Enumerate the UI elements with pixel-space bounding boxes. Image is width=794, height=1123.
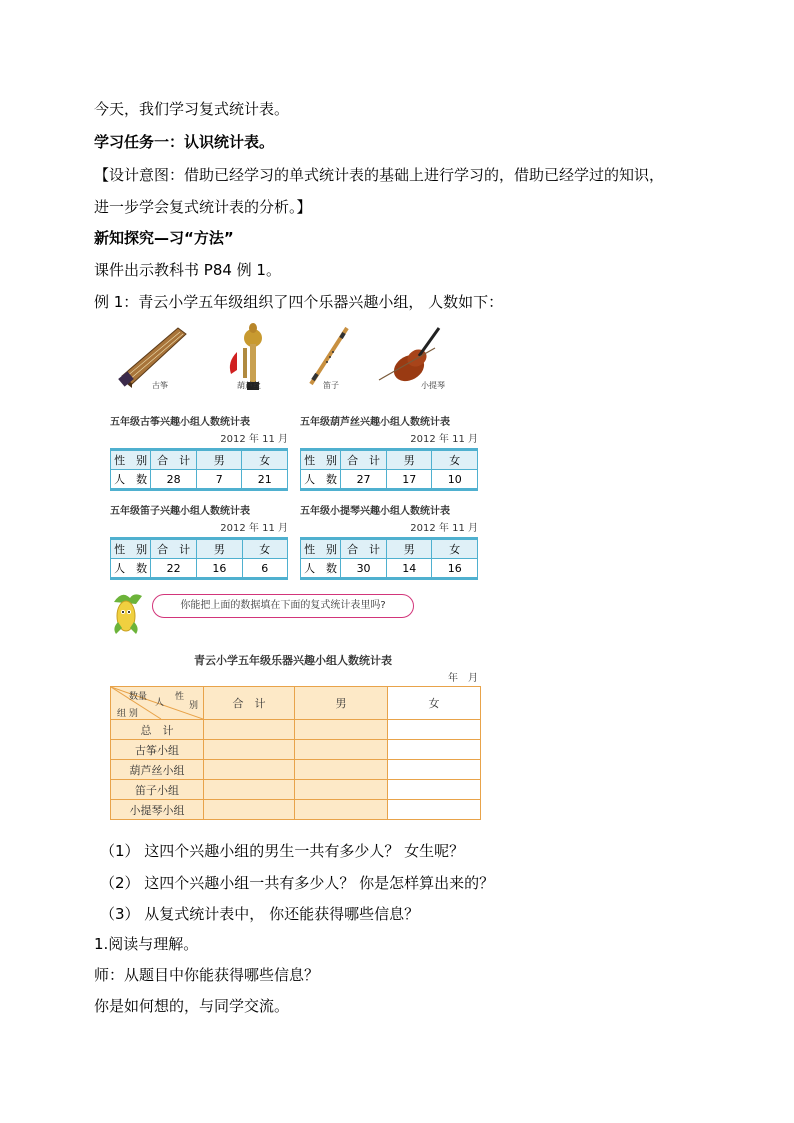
table-date: 2012 年 11 月 <box>220 523 288 534</box>
data-cell: 16 <box>432 559 478 578</box>
empty-cell <box>204 740 295 760</box>
header-cell: 性 别 <box>301 540 341 559</box>
data-cell: 10 <box>432 470 478 489</box>
violin-figure <box>375 322 455 394</box>
diagonal-header-cell <box>111 687 204 720</box>
diag-quantity: 数量 <box>129 692 148 702</box>
guzheng-table <box>110 413 288 491</box>
empty-cell <box>295 720 388 740</box>
design-intent-line-1: 【设计意图：借助已经学习的单式统计表的基础上进行学习的，借助已经学过的知识， <box>94 166 665 184</box>
column-header: 合 计 <box>204 687 295 720</box>
question-1: （1） 这四个兴趣小组的男生一共有多少人？ 女生呢？ <box>100 842 465 860</box>
table-title: 五年级葫芦丝兴趣小组人数统计表 <box>300 417 450 428</box>
data-cell: 14 <box>387 559 432 578</box>
compound-table-title: 青云小学五年级乐器兴趣小组人数统计表 <box>194 654 392 667</box>
hulusi-table <box>300 413 478 491</box>
diag-group: 组 别 <box>117 709 138 719</box>
speech-bubble: 你能把上面的数据填在下面的复式统计表里吗? <box>152 594 414 618</box>
dizi-table <box>110 502 288 580</box>
table-title: 五年级笛子兴趣小组人数统计表 <box>110 506 250 517</box>
empty-cell <box>388 740 481 760</box>
empty-cell <box>295 740 388 760</box>
courseware-text: 课件出示教科书 P84 例 1。 <box>94 261 281 279</box>
empty-cell <box>388 720 481 740</box>
data-cell: 21 <box>242 470 288 489</box>
row-label: 笛子小组 <box>111 780 204 800</box>
diag-gender-1: 性 <box>175 692 185 702</box>
question-2: （2） 这四个兴趣小组一共有多少人？ 你是怎样算出来的？ <box>100 874 495 892</box>
data-cell: 30 <box>341 559 387 578</box>
header-cell: 性 别 <box>111 540 151 559</box>
data-cell: 6 <box>242 559 287 578</box>
header-cell: 男 <box>197 451 242 470</box>
empty-cell <box>204 780 295 800</box>
diag-person: 人 <box>155 698 165 708</box>
discussion-text: 你是如何想的，与同学交流。 <box>94 997 290 1015</box>
compound-table-date: 年 月 <box>448 673 478 684</box>
instrument-label: 古筝 <box>152 381 168 390</box>
instrument-label: 葫芦丝 <box>237 381 261 390</box>
data-cell: 22 <box>151 559 197 578</box>
column-header: 男 <box>295 687 388 720</box>
row-label: 总 计 <box>111 720 204 740</box>
instrument-label: 笛子 <box>323 381 339 390</box>
data-cell: 16 <box>197 559 243 578</box>
empty-cell <box>295 760 388 780</box>
compound-table <box>110 686 481 820</box>
mascot-figure <box>108 588 154 638</box>
empty-cell <box>204 800 295 820</box>
data-cell: 人 数 <box>111 559 151 578</box>
table-title: 五年级古筝兴趣小组人数统计表 <box>110 417 250 428</box>
header-cell: 合 计 <box>151 451 197 470</box>
data-cell: 7 <box>197 470 242 489</box>
header-cell: 性 别 <box>301 451 341 470</box>
dizi-icon <box>303 322 383 394</box>
table-date: 2012 年 11 月 <box>220 434 288 445</box>
header-cell: 合 计 <box>341 540 387 559</box>
data-cell: 人 数 <box>301 470 341 489</box>
table-date: 2012 年 11 月 <box>410 434 478 445</box>
empty-cell <box>204 760 295 780</box>
example-text: 例 1：青云小学五年级组织了四个乐器兴趣小组， 人数如下： <box>94 293 504 311</box>
reading-heading: 1.阅读与理解。 <box>94 935 199 953</box>
question-3: （3） 从复式统计表中， 你还能获得哪些信息？ <box>100 905 420 923</box>
header-cell: 女 <box>242 451 288 470</box>
table-date: 2012 年 11 月 <box>410 523 478 534</box>
header-cell: 男 <box>387 451 432 470</box>
empty-cell <box>295 800 388 820</box>
empty-cell <box>388 760 481 780</box>
empty-cell <box>388 780 481 800</box>
guzheng-figure <box>112 322 192 394</box>
diag-gender-2: 别 <box>189 701 199 711</box>
data-cell: 27 <box>341 470 387 489</box>
header-cell: 女 <box>432 540 478 559</box>
row-label: 小提琴小组 <box>111 800 204 820</box>
violin-table <box>300 502 478 580</box>
column-header: 女 <box>388 687 481 720</box>
data-cell: 17 <box>387 470 432 489</box>
empty-cell <box>204 720 295 740</box>
task-heading: 学习任务一：认识统计表。 <box>94 133 275 151</box>
design-intent-line-2: 进一步学会复式统计表的分析。】 <box>94 198 312 216</box>
header-cell: 男 <box>387 540 432 559</box>
row-label: 古筝小组 <box>111 740 204 760</box>
data-cell: 人 数 <box>301 559 341 578</box>
instrument-label: 小提琴 <box>421 381 445 390</box>
intro-text: 今天，我们学习复式统计表。 <box>94 100 290 118</box>
header-cell: 女 <box>242 540 287 559</box>
hulusi-figure <box>207 322 287 394</box>
header-cell: 性 别 <box>111 451 151 470</box>
data-cell: 28 <box>151 470 197 489</box>
table-title: 五年级小提琴兴趣小组人数统计表 <box>300 506 450 517</box>
header-cell: 合 计 <box>341 451 387 470</box>
data-cell: 人 数 <box>111 470 151 489</box>
explore-heading: 新知探究—习“方法” <box>94 229 234 247</box>
corn-mascot-icon <box>108 588 154 638</box>
empty-cell <box>295 780 388 800</box>
empty-cell <box>388 800 481 820</box>
dizi-figure <box>303 322 383 394</box>
header-cell: 男 <box>197 540 243 559</box>
header-cell: 合 计 <box>151 540 197 559</box>
header-cell: 女 <box>432 451 478 470</box>
teacher-question: 师：从题目中你能获得哪些信息？ <box>94 966 320 984</box>
row-label: 葫芦丝小组 <box>111 760 204 780</box>
